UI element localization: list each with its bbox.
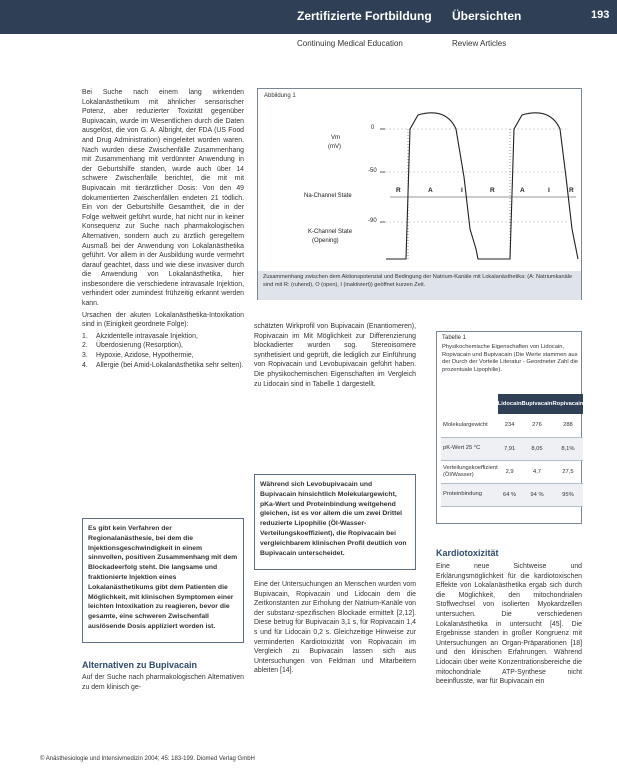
section-title-right: Übersichten <box>452 9 522 23</box>
properties-table <box>441 394 583 507</box>
label-na-channel: Na-Channel State <box>304 193 352 199</box>
tick-minus50: -50 <box>368 168 377 174</box>
section-title: Zertifizierte Fortbildung <box>297 9 432 23</box>
action-potential-diagram <box>258 89 581 271</box>
state-label: I <box>461 187 463 194</box>
subtitle-left: Continuing Medical Education <box>297 39 403 48</box>
list-item: 2. Überdosierung (Resorption), <box>82 342 183 350</box>
label-k-channel: K-Channel State <box>308 229 353 235</box>
table-cell: Proteinbindung <box>441 483 498 506</box>
table-cell: 276 <box>522 414 553 437</box>
column2-paragraph-1: schätzten Wirkprofil von Bupivacain (Enantiomeren), Ropivacain im Mit Möglichkeit zur Differenzierung blockadierter wurden sog. Stereoisomere synthetisiert und geprüft, die lediglich zur Einführung von Ropivacain und Levobupivacain geführt haben. Die physikochemischen Eigenschaften im Vergleich zu Lidocain sind in Tabelle 1 dargestellt. <box>254 323 416 388</box>
table-cell: 4,7 <box>522 460 553 483</box>
table-cell: 94 % <box>522 483 553 506</box>
state-label: A <box>520 187 525 194</box>
table-cell: 288 <box>552 414 583 437</box>
y-label-vm: Vm <box>331 135 340 141</box>
cause-list <box>82 332 244 370</box>
figure-caption: Zusammenhang zwischen dem Aktionspotenzial und Bedingung der Natrium-Kanäle mit Lokalanästhetika: (A: Natriumkanäle sind mit R: (ruhend), O (open), I (inaktiviert)) geöffnet kurzen Zeit. <box>258 271 581 300</box>
table-cell: 95% <box>552 483 583 506</box>
table-cell: 8,1% <box>552 437 583 460</box>
table-row <box>441 437 583 460</box>
state-label: A <box>428 187 433 194</box>
heading-kardiotoxizitaet: Kardiotoxizität <box>436 548 499 558</box>
state-label: I <box>548 187 550 194</box>
table-title: Physikochemische Eigenschaften von Lidocain, Ropivacain und Bupivacain (Die Werte stammen aus der Durch der Vorteile Literatur - Geordneter Zahl die prozentuale Lipophilie). <box>442 344 578 373</box>
list-item: 4. Allergie (bei Amid-Lokalanästhetika sehr selten). <box>82 361 244 369</box>
list-item: 1. Akzidentelle intravasale Injektion, <box>82 332 198 340</box>
column2-paragraph-2: Eine der Untersuchungen an Menschen wurden vom Bupivacain, Ropivacain und Lidocain dem die Zeitkonstanten zur Erholung der Natrium-Kanäle von der substanz-spezifischen Blockade ermittelt [2,12]. Diese betrug für Bupivacain 3,1 s, für Ropivacain 1,4 s und für Lidocain 0,2 s. Gleichzeitige Hinweise zur verminderten Kardiotoxizität von Ropivacain im Vergleich zu Bupivacain lassen sich aus Untersuchungen von Feldman und Mitarbeitern ableiten [14]. <box>254 581 416 675</box>
column3-paragraph-1: Eine neue Sichtweise und Erklärungsmöglichkeit für die kardiotoxischen Effekte von Lokalanästhetika ergab sich durch die Möglichkeit, den mitochondrialen Stoffwechsel von isolierten Myokardzellen untersuchen. Die verschiedenen Lokalanästhetika in untersucht [45]. Die Ergebnisse standen in großer Kongruenz mit Untersuchungen an Organ-Präparationen [18] und den klinischen Erfahrungen. Während Lidocain über weite Konzentrationsbereiche die mitochondriale ATP-Synthese nicht beeinflusste, war für Bupivacain ein <box>436 563 582 686</box>
state-label: R <box>490 187 495 194</box>
table-cell: pK-Wert 25 °C <box>441 437 498 460</box>
figure-label: Abbildung 1 <box>264 93 296 99</box>
table-cell: 64 % <box>498 483 522 506</box>
table-header-cell: Ropivacain <box>552 394 583 414</box>
column1-paragraph-3: Auf der Suche nach pharmakologischen Alternativen zu dem klinisch ge- <box>82 674 244 691</box>
table-header-row <box>441 394 583 414</box>
table-cell: 27,5 <box>552 460 583 483</box>
highlight-box-2: Während sich Levobupivacain und Bupivacain hinsichtlich Molekulargewicht, pKa-Wert und Proteinbindung weitgehend gleichen, ist es vor allem die um zwei Drittel reduzierte Lipophilie (Öl-Wasser-Verteilungskoeffizient), die Ropivacain bei vergleichbarem klinischen Profil deutlich von Bupivacain unterscheidet. <box>254 474 416 570</box>
tick-minus90: -90 <box>368 218 377 224</box>
table-row <box>441 414 583 437</box>
column-1 <box>82 88 244 370</box>
table-header-cell: Lidocain <box>498 394 522 414</box>
table-cell: 234 <box>498 414 522 437</box>
tick-0: 0 <box>371 125 375 131</box>
table-cell: 2,9 <box>498 460 522 483</box>
table-row <box>441 460 583 483</box>
state-label: R <box>396 187 401 194</box>
column1-paragraph-1: Bei Suche nach einem lang wirkenden Lokalanästhetikum mit ähnlicher sensorischer Potenz, aber reduzierter Toxizität gegenüber Bupivacain, wurde im Wesentlichen durch die Daten ausgelöst, die von G. A. Albright, der FDA (US Food and Drug Administration) eingeleitet worden waren. Nach wurden diese Zwischenfälle Zusammenhang mit Zusammenhang mit verdünnter Anwendung in der Geburtshilfe standen, wurde auch über 14 schwere Zwischenfälle berichtet, die mit mit Bupivacain mit tierärztlicher Dosis: Von den 49 dokumentierten Zwischenfällen endeten 21 tödlich. Ein von der Geburtshilfe Gesamtheit, die in der Folge weltweit geführt wurde, hat nicht nur in keiner Konsequenz zur Suche nach pharmakologischen Alternativen, sondern auch zu ärztlich geregeltem Ausmaß bei der Anwendung von Lokalanästhetika geführt. Vor allem in der Ausbildung wurde vermehrt darauf geachtet, dass und wie diese invasiver durch die Anwendung von Lokalanästhetika, hier insbesondere die verschiedene intravasale Injektion, verhindert oder zumindest frühzeitig erkannt werden kann. <box>82 89 244 308</box>
table-cell: 7,91 <box>498 437 522 460</box>
table-header-cell <box>441 394 498 414</box>
subtitle-right: Review Articles <box>452 39 507 48</box>
y-label-unit: (mV) <box>328 144 341 150</box>
list-item: 3. Hypoxie, Azidose, Hypothermie, <box>82 352 194 360</box>
table-row <box>441 483 583 506</box>
highlight-box-1: Es gibt kein Verfahren der Regionalanästhesie, bei dem die Injektionsgeschwindigkeit in einem sinnvollen, positiven Zusammenhang mit dem Blockadeerfolg steht. Die langsame und fraktionierte Injektion eines Lokalanästhetikums gibt dem Patienten die Möglichkeit, mit klinischen Symptomen einer leichten Intoxikation zu reagieren, bevor die gesamte, eine schweren Zwischenfall auslösende Dosis appliziert worden ist. <box>82 518 244 643</box>
table-1 <box>436 331 582 524</box>
table-label: Tabelle 1 <box>442 335 467 341</box>
page-number: 193 <box>591 9 610 21</box>
figure-1 <box>257 88 582 300</box>
table-cell: Verteilungskoeffizient (Öl/Wasser) <box>441 460 498 483</box>
label-k-opening: (Opening) <box>312 238 339 244</box>
table-header-cell: Bupivacain <box>522 394 553 414</box>
state-label: R <box>569 187 574 194</box>
table-cell: Molekulargewicht <box>441 414 498 437</box>
heading-alternativen: Alternativen zu Bupivacain <box>82 660 198 670</box>
column1-paragraph-2: Ursachen der akuten Lokalanästhetika-Intoxikation sind in (Einigkeit geordnete Folge): <box>82 311 244 329</box>
table-cell: 8,05 <box>522 437 553 460</box>
page-footer: © Anästhesiologie und Intensivmedizin 2004; 45: 183-199. Diomed Verlag GmbH <box>40 756 255 762</box>
page-header <box>0 0 617 34</box>
